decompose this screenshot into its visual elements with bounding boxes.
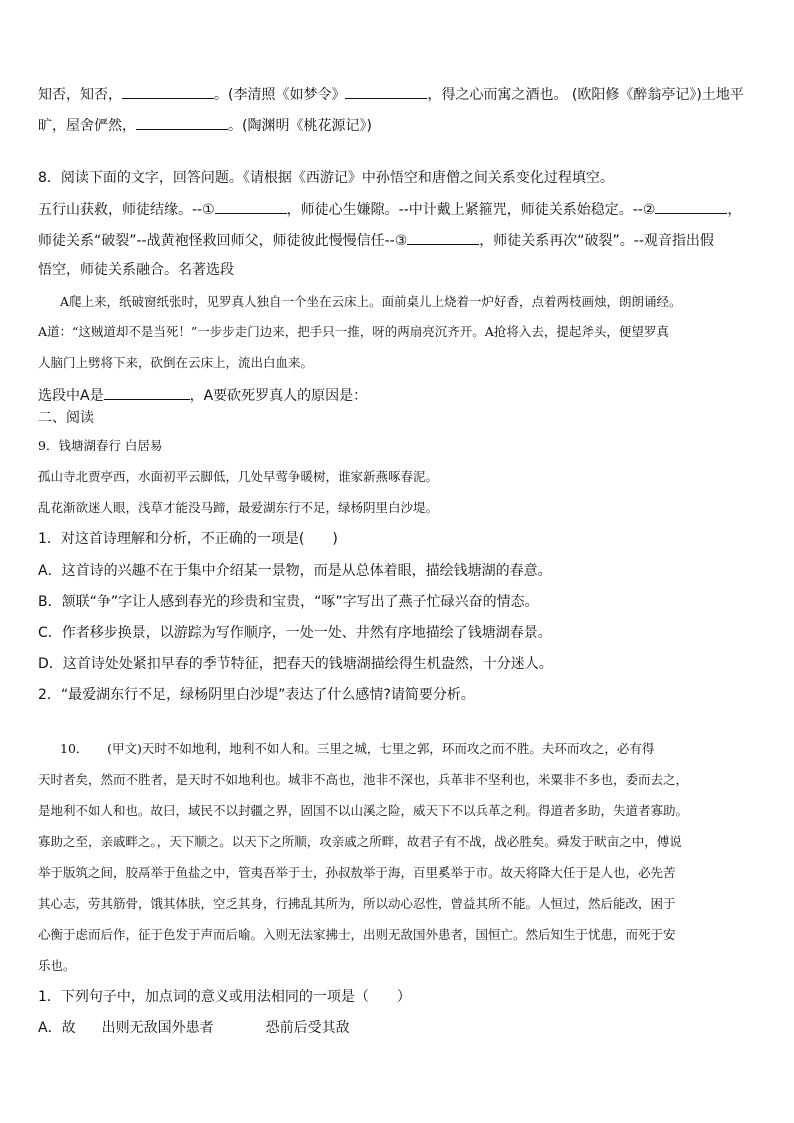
passage-line3: 是地利不如人和也。故曰，域民不以封疆之界，固国不以山溪之险，威天下不以兵革之利。得道者多助，失道者寡助。 (38, 803, 689, 818)
option-sentence-2: 恐前后受其敌 (265, 1020, 350, 1036)
part-heading: 二、阅读 (38, 410, 94, 426)
passage-line8: 乐也。 (38, 958, 76, 973)
answer-blank[interactable] (655, 199, 727, 214)
passage-line6: 其心志，劳其筋骨，饿其体肤，空乏其身，行拂乱其所为，所以动心忍性，曾益其所不能。人恒过，然后能改，困于 (38, 896, 676, 911)
passage-line2: 天时者矣，然而不胜者，是天时不如地利也。城非不高也，池非不深也，兵革非不坚利也，米粟非不多也，委而去之， (38, 772, 689, 787)
excerpt-line2: A道：“这贼道却不是当死！”一步步走门边来，把手只一推，呀的两扇亮沉齐开。A抢将入去，提起斧头，便望罗真 (38, 324, 669, 339)
text: ，A要砍死罗真人的原因是： (189, 388, 368, 404)
question-8: 8．阅读下面的文字，回答问题。《请根据《西游记》中孙悟空和唐僧之间关系变化过程填空。 (38, 170, 614, 186)
text: 旷，屋舍俨然， (38, 118, 136, 134)
question-9-1: 1．对这首诗理解和分析，不正确的一项是( ) (38, 531, 338, 547)
option-a[interactable]: A．这首诗的兴趣不在于集中介绍某一景物，而是从总体着眼，描绘钱塘湖的春意。 (38, 563, 552, 579)
question-8-line2 (38, 230, 714, 250)
text: 选段中A是 (38, 388, 104, 404)
option-a[interactable] (38, 1019, 350, 1037)
text: ，师徒心生嫌隙。--中计戴上紧箍咒，师徒关系始稳定。--② (286, 202, 656, 218)
text: ， (727, 202, 742, 218)
question-8-line3: 悟空，师徒关系融合。名著选段 (38, 262, 234, 278)
text: 五行山获救，师徒结缘。--① (38, 202, 215, 218)
excerpt-line1: A爬上来，纸破窗纸张时，见罗真人独自一个坐在云床上。面前桌儿上烧着一炉好香，点着两枝画烛，朗朗诵经。 (60, 294, 682, 309)
answer-blank[interactable] (407, 230, 479, 245)
answer-blank[interactable] (136, 115, 228, 130)
option-b[interactable]: B．颔联“争”字让人感到春光的珍贵和宝贵，“啄”字写出了燕子忙碌兴奋的情态。 (38, 594, 539, 610)
text: ，得之心而寓之酒也。 (欧阳修《醉翁亭记》)土地平 (427, 87, 744, 103)
option-d[interactable]: D．这首诗处处紧扣早春的季节特征，把春天的钱塘湖描绘得生机盎然，十分迷人。 (38, 656, 553, 672)
answer-blank[interactable] (122, 84, 214, 99)
excerpt-line3: 人脑门上劈将下来，砍倒在云床上，流出白血来。 (38, 355, 314, 370)
passage-line4: 寡助之至，亲戚畔之。，天下顺之。以天下之所顺，攻亲戚之所畔，故君子有不战，战必胜矣。舜发于畎亩之中，傅说 (38, 834, 682, 849)
poem-title: 9．钱塘湖春行 白居易 (38, 438, 163, 453)
option-label: A．故 (38, 1020, 76, 1036)
option-sentence-1: 出则无敌国外患者 (101, 1020, 214, 1036)
section7-line2 (38, 115, 372, 135)
text: ，师徒关系再次“破裂”。--观音指出假 (479, 233, 714, 249)
answer-blank[interactable] (104, 385, 190, 400)
question-8-sub2 (38, 385, 367, 405)
question-8-line1 (38, 199, 741, 219)
question-9-2: 2．“最爱湖东行不足，绿杨阴里白沙堤”表达了什么感情?请简要分析。 (38, 687, 475, 703)
poem-line2: 乱花渐欲迷人眼，浅草才能没马蹄，最爱湖东行不足，绿杨阴里白沙堤。 (38, 500, 439, 515)
answer-blank[interactable] (345, 84, 427, 99)
poem-line1: 孤山寺北贾亭西，水面初平云脚低，几处早莺争暖树，谁家新燕啄春泥。 (38, 469, 439, 484)
section7-line1 (38, 84, 744, 104)
passage-line5: 举于版筑之间，胶鬲举于鱼盐之中，管夷吾举于士，孙叔敖举于海，百里奚举于市。故天将降大任于是人也，必先苦 (38, 865, 676, 880)
text: 师徒关系“破裂”--战黄袍怪救回师父，师徒彼此慢慢信任--③ (38, 233, 408, 249)
passage-line1: 10． (甲文)天时不如地利，地利不如人和。三里之城，七里之郭，环而攻之而不胜。夫环而攻之，必有得 (60, 741, 655, 756)
text: 。(李清照《如梦令》 (214, 87, 346, 103)
text: 。(陶渊明《桃花源记》) (228, 118, 372, 134)
option-c[interactable]: C．作者移步换景，以游踪为写作顺序，一处一处、井然有序地描绘了钱塘湖春景。 (38, 625, 552, 641)
text: 知否，知否， (38, 87, 122, 103)
answer-blank[interactable] (215, 199, 287, 214)
question-10-1: 1．下列句子中，加点词的意义或用法相同的一项是（ ） (38, 989, 411, 1005)
passage-line7: 心衡于虑而后作，征于色发于声而后喻。入则无法家拂士，出则无敌国外患者，国恒亡。然后知生于忧患，而死于安 (38, 927, 676, 942)
